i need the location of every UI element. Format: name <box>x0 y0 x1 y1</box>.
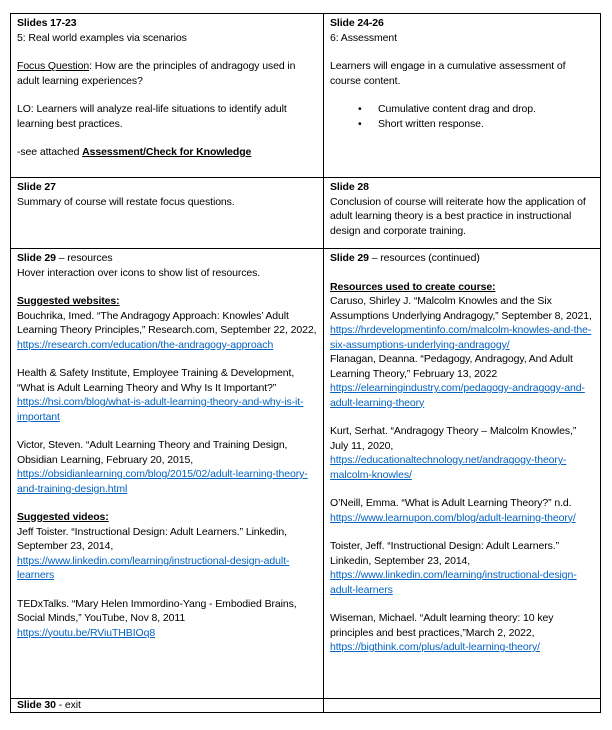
blank-line <box>17 131 317 145</box>
blank-line <box>330 597 594 611</box>
hyperlink[interactable]: https:/​/​www.learnupon.com/​blog/​adult-​learning-​theory/​ <box>330 511 576 524</box>
paragraph <box>17 597 317 641</box>
paragraph <box>330 611 594 655</box>
text-run: Flanagan, Deanna. “Pedagogy, Andragogy, And Adult Learning Theory,” February 13, 2022 <box>330 353 573 380</box>
blank-line <box>330 482 594 496</box>
text-run: Focus Question <box>17 60 90 72</box>
text-run: Toister, Jeff. “Instructional Design: Adult Learners.” Linkedin, September 23, 2014, <box>330 540 560 567</box>
paragraph <box>17 294 317 309</box>
hyperlink[interactable]: https:/​/​hsi.com/​blog/​what-​is-​adult-​learning-​theory-​and-​why-​is-​it-​important <box>17 396 304 423</box>
bullet-item <box>330 102 594 117</box>
text-run: Jeff Toister. “Instructional Design: Adult Learners.” Linkedin, September 23, 2014, <box>17 525 287 552</box>
blank-line <box>17 88 317 102</box>
text-run: TEDxTalks. “Mary Helen Immordino-Yang - Embodied Brains, Social Minds,” YouTube, Nov 8, 2011 <box>17 597 297 624</box>
paragraph <box>330 352 594 410</box>
paragraph <box>330 180 594 195</box>
table-cell-r1-c0 <box>11 178 324 249</box>
paragraph <box>330 280 594 295</box>
table-cell-r0-c0 <box>11 14 324 178</box>
table-row <box>11 178 601 249</box>
table-cell-r0-c1 <box>324 14 601 178</box>
table-cell-r2-c1 <box>324 249 601 699</box>
text-run: Hover interaction over icons to show list of resources. <box>17 266 261 279</box>
text-run: Resources used to create course: <box>330 280 496 293</box>
paragraph <box>17 31 317 46</box>
text-run: Short written response. <box>378 117 484 130</box>
blank-line <box>17 496 317 510</box>
paragraph <box>17 366 317 424</box>
hyperlink[interactable]: https:/​/​www.linkedin.com/​learning/​instructional-​design-​adult-​learners <box>330 569 577 596</box>
bullet-item <box>330 117 594 132</box>
paragraph <box>17 699 317 712</box>
text-run: Summary of course will restate focus questions. <box>17 195 235 208</box>
table-row <box>11 14 601 178</box>
table-row <box>11 699 601 713</box>
paragraph <box>17 145 317 160</box>
paragraph <box>330 424 594 482</box>
text-run: – resources (continued) <box>368 252 480 264</box>
text-run: – resources <box>55 252 113 264</box>
blank-line <box>330 88 594 102</box>
text-run: - exit <box>55 699 81 711</box>
hyperlink[interactable]: https:/​/​hrdevelopmentinfo.com/​malcolm-​knowles-​and-​the-​six-​assumptions-​underlying-​andragogy/​ <box>330 324 592 351</box>
blank-line <box>17 280 317 294</box>
paragraph <box>17 102 317 131</box>
text-run: : How are the principles of andragogy used in adult learning experiences? <box>17 60 296 87</box>
table-cell-r1-c1 <box>324 178 601 249</box>
paragraph <box>17 180 317 195</box>
paragraph <box>330 251 594 266</box>
paragraph <box>330 496 594 525</box>
paragraph <box>330 59 594 88</box>
text-run: Health & Safety Institute, Employee Training & Development, “What is Adult Learning Theory and Why Is It Important?” <box>17 367 295 394</box>
text-run: O’Neill, Emma. “What is Adult Learning Theory?” n.d. <box>330 497 572 509</box>
bullet-icon: • <box>358 117 362 130</box>
text-run: Slide 28 <box>330 181 369 193</box>
text-run: Slide 29 <box>17 252 56 264</box>
text-run: Wiseman, Michael. “Adult learning theory: 10 key principles and best practices,”March 2, 2022, <box>330 612 554 639</box>
paragraph <box>330 195 594 239</box>
text-run: Slide 24-26 <box>330 17 384 29</box>
table-row <box>11 249 601 699</box>
text-run: Cumulative content drag and drop. <box>378 103 536 115</box>
hyperlink[interactable]: https:/​/​youtu.be/​RViuTHBIOq8 <box>17 626 156 639</box>
paragraph <box>330 16 594 31</box>
text-run: 6: Assessment <box>330 31 397 44</box>
text-run: Conclusion of course will reiterate how the application of adult learning theory is a best practice in instructional design and corporate training. <box>330 195 586 237</box>
paragraph <box>17 309 317 353</box>
paragraph <box>17 251 317 266</box>
paragraph <box>17 195 317 210</box>
paragraph <box>17 266 317 281</box>
paragraph <box>330 539 594 597</box>
table-cell-r3-c0 <box>11 699 324 713</box>
table-cell-r3-c1 <box>324 699 601 713</box>
text-run: Suggested websites: <box>17 295 120 307</box>
text-run: Slide 27 <box>17 181 56 193</box>
hyperlink[interactable]: https:/​/​bigthink.com/​plus/​adult-​learning-​theory/​ <box>330 641 540 653</box>
text-run: -see attached <box>17 146 83 158</box>
text-run: Learners will engage in a cumulative assessment of course content. <box>330 60 566 87</box>
text-run: Assessment/Check for Knowledge <box>82 146 252 158</box>
text-run: Victor, Steven. “Adult Learning Theory and Training Design, Obsidian Learning, February 20, 2015, <box>17 439 288 466</box>
paragraph <box>330 294 594 352</box>
text-run: Slide 29 <box>330 252 369 264</box>
paragraph <box>17 438 317 496</box>
paragraph <box>17 525 317 583</box>
hyperlink[interactable]: https:/​/​research.com/​education/​the-​andragogy-​approach <box>17 338 274 351</box>
bullet-icon: • <box>358 103 362 115</box>
hyperlink[interactable]: https:/​/​www.linkedin.com/​learning/​instructional-​design-​adult-​learners <box>17 554 290 581</box>
paragraph <box>17 510 317 525</box>
hyperlink[interactable]: https:/​/​educationaltechnology.net/​andragogy-​theory-​malcolm-​knowles/​ <box>330 454 567 481</box>
table-cell-r2-c0 <box>11 249 324 699</box>
text-run: 5: Real world examples via scenarios <box>17 31 187 44</box>
blank-line <box>330 410 594 424</box>
text-run: LO: Learners will analyze real-life situations to identify adult learning best practices. <box>17 103 287 130</box>
text-run: Suggested videos: <box>17 511 109 523</box>
hyperlink[interactable]: https:/​/​elearningindustry.com/​pedagogy-​andragogy-​and-​adult-​learning-​theory <box>330 382 585 409</box>
blank-line <box>17 424 317 438</box>
blank-line <box>330 266 594 280</box>
blank-line <box>17 583 317 597</box>
blank-line <box>330 525 594 539</box>
paragraph <box>17 16 317 31</box>
text-run: Kurt, Serhat. “Andragogy Theory – Malcolm Knowles,” July 11, 2020, <box>330 425 577 452</box>
hyperlink[interactable]: https:/​/​obsidianlearning.com/​blog/​2015/​02/​adult-​learning-​theory-​and-​training-​design.html <box>17 468 308 495</box>
blank-line <box>17 45 317 59</box>
text-run: Caruso, Shirley J. “Malcolm Knowles and the Six Assumptions Underlying Andragogy,” September 8, 2021, <box>330 295 592 322</box>
paragraph <box>17 59 317 88</box>
blank-line <box>330 45 594 59</box>
text-run: Bouchrika, Imed. “The Andragogy Approach: Knowles’ Adult Learning Theory Principles,” Research.com, September 22, 2022, <box>17 309 317 336</box>
blank-line <box>17 352 317 366</box>
text-run: Slide 30 <box>17 699 56 711</box>
slide-plan-table <box>10 13 601 713</box>
paragraph <box>330 31 594 46</box>
text-run: Slides 17-23 <box>17 17 77 29</box>
